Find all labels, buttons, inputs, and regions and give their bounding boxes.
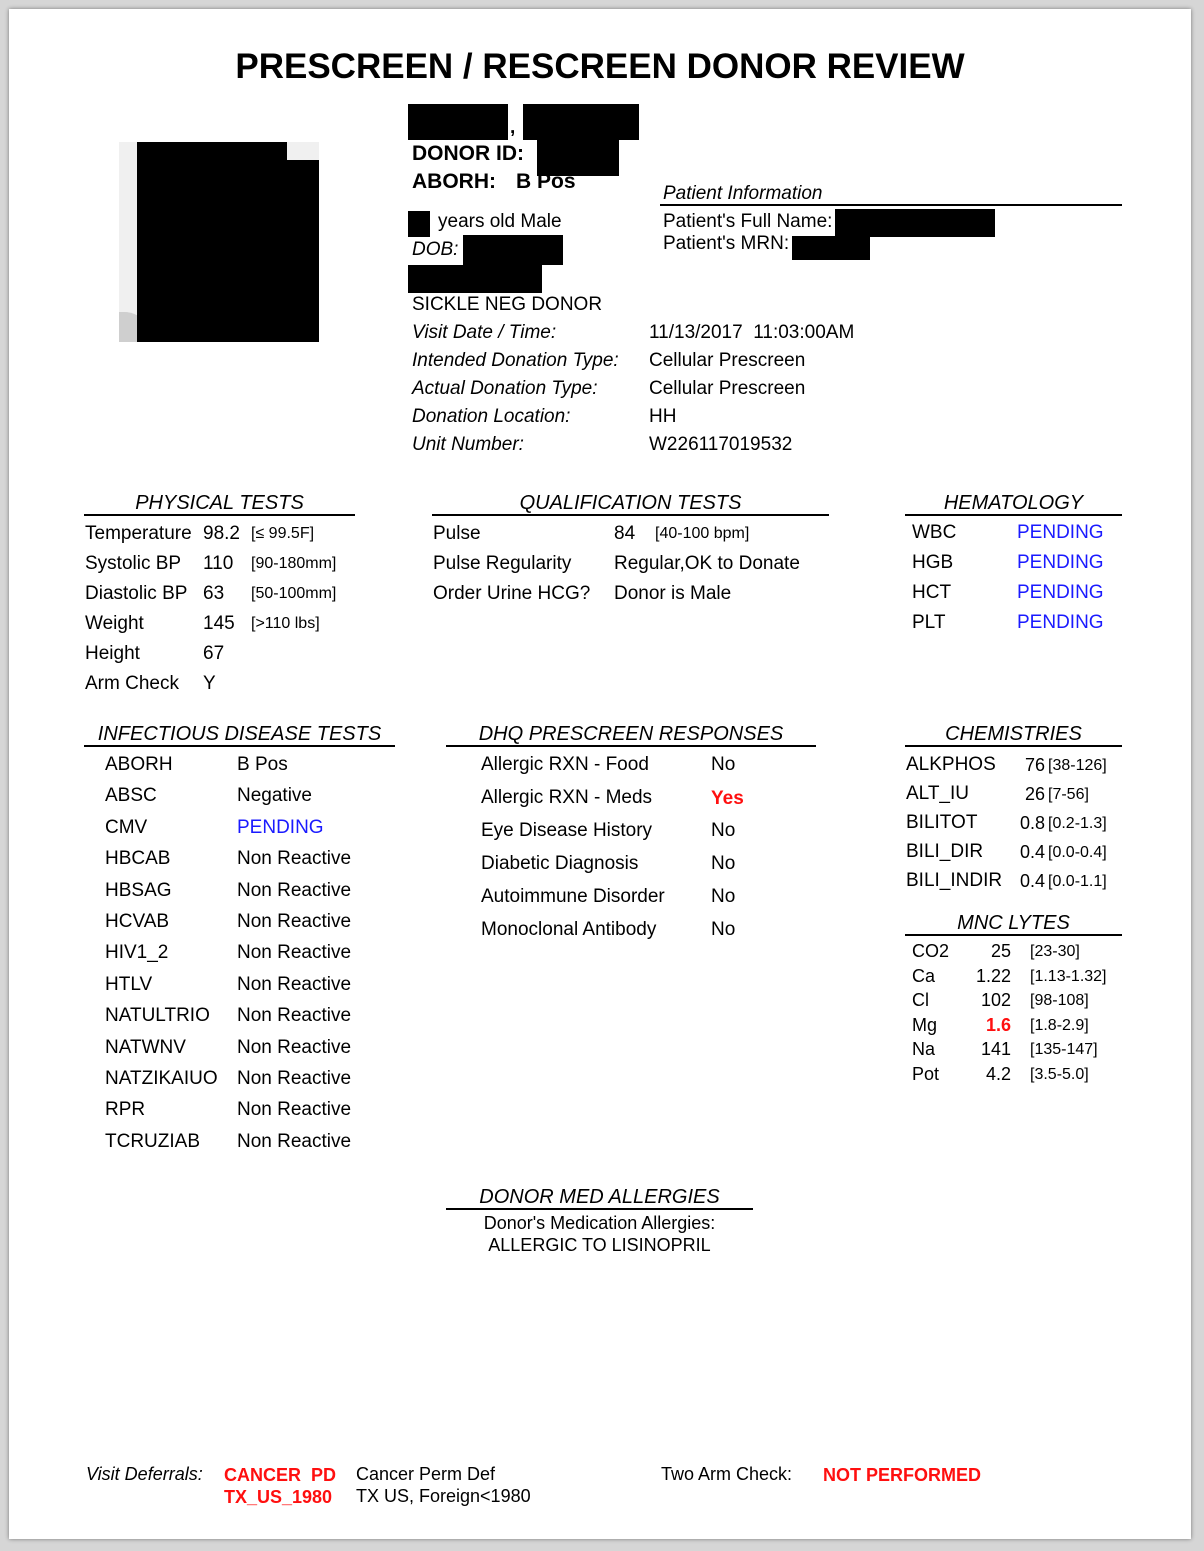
qualification-test-label: Order Urine HCG? — [433, 583, 591, 604]
donor-photo — [119, 142, 319, 342]
mnc-lyte-label: Mg — [912, 1014, 938, 1035]
deferral-description: TX US, Foreign<1980 — [356, 1486, 531, 1506]
dhq-question-label: Diabetic Diagnosis — [481, 853, 639, 874]
dhq-answer-value: No — [711, 886, 736, 907]
dhq-question-label: Monoclonal Antibody — [481, 919, 657, 940]
mnc-lyte-value: 1.22 — [975, 965, 1011, 986]
physical-test-label: Arm Check — [85, 673, 179, 694]
patient-mrn-label: Patient's MRN: — [663, 233, 790, 254]
infectious-test-label: TCRUZIAB — [105, 1130, 200, 1152]
chemistry-range: [0.0-1.1] — [1048, 873, 1107, 890]
two-arm-check-label: Two Arm Check: — [661, 1464, 793, 1484]
infectious-test-label: HCVAB — [105, 911, 170, 932]
chemistry-label: BILI_DIR — [906, 841, 984, 862]
infectious-test-value: Non Reactive — [237, 942, 352, 964]
chemistries-header: CHEMISTRIES — [905, 723, 1122, 747]
patient-info-header: Patient Information — [663, 183, 823, 204]
hematology-label: PLT — [912, 612, 946, 633]
chemistry-value: 0.4 — [1019, 842, 1045, 862]
mnc-lyte-label: Ca — [912, 965, 936, 986]
patient-name-label: Patient's Full Name: — [663, 211, 833, 232]
hematology-label: HCT — [912, 582, 952, 603]
mnc-lyte-label: Na — [912, 1039, 936, 1060]
age-gender: years old Male — [438, 211, 562, 232]
visit-field-label: Visit Date / Time: — [412, 322, 557, 343]
physical-test-label: Temperature — [85, 523, 192, 544]
patient-info-rule — [660, 204, 1122, 206]
aborh-label: ABORH: — [412, 170, 496, 193]
visit-field-label: Donation Location: — [412, 406, 571, 427]
deferral-code: CANCER PD — [224, 1465, 337, 1485]
physical-test-label: Systolic BP — [85, 553, 182, 574]
infectious-test-label: HTLV — [105, 973, 153, 995]
visit-field-value: W226117019532 — [649, 434, 793, 455]
infectious-test-value: Negative — [237, 785, 312, 807]
redacted-age — [408, 211, 430, 237]
physical-test-range: [>110 lbs] — [251, 615, 320, 632]
physical-test-range: [≤ 99.5F] — [251, 525, 315, 542]
two-arm-check-value: NOT PERFORMED — [823, 1465, 982, 1485]
hematology-value: PENDING — [1017, 522, 1104, 543]
mnc-lyte-range: [98-108] — [1030, 992, 1089, 1010]
mnc-lyte-label: Pot — [912, 1064, 940, 1084]
physical-test-value: 145 — [203, 613, 235, 634]
mnc-lyte-range: [23-30] — [1030, 943, 1080, 960]
infectious-test-value: Non Reactive — [237, 911, 352, 932]
mnc-lyte-range: [1.13-1.32] — [1030, 967, 1107, 985]
physical-test-value: 98.2 — [203, 523, 240, 544]
name-comma: , — [510, 117, 516, 138]
visit-field-label: Intended Donation Type: — [412, 350, 619, 371]
physical-tests-header: PHYSICAL TESTS — [84, 492, 355, 516]
physical-test-value: Y — [203, 673, 216, 694]
infectious-test-label: CMV — [105, 816, 148, 838]
infectious-test-value: Non Reactive — [237, 1099, 352, 1121]
physical-test-label: Diastolic BP — [85, 583, 188, 604]
infectious-test-value: Non Reactive — [237, 1036, 352, 1058]
visit-deferrals-label: Visit Deferrals: — [86, 1464, 203, 1484]
aborh-value: B Pos — [516, 170, 576, 193]
deferral-code: TX_US_1980 — [224, 1487, 333, 1507]
qualification-test-label: Pulse Regularity — [433, 553, 572, 574]
chemistry-label: ALT_IU — [906, 783, 970, 804]
mnc-lyte-range: [135-147] — [1030, 1041, 1098, 1059]
infectious-disease-header: INFECTIOUS DISEASE TESTS — [84, 723, 395, 747]
mnc-lyte-value: 102 — [980, 990, 1011, 1011]
visit-field-label: Actual Donation Type: — [412, 378, 598, 399]
mnc-lyte-value: 1.6 — [985, 1014, 1011, 1035]
infectious-test-value: Non Reactive — [237, 1130, 352, 1152]
dob-label: DOB: — [412, 239, 459, 260]
infectious-test-value: PENDING — [237, 816, 324, 838]
redacted-donor-last-name — [408, 104, 508, 140]
chemistry-range: [7-56] — [1048, 786, 1089, 803]
chemistry-range: [0.0-0.4] — [1048, 844, 1107, 861]
infectious-test-label: HBSAG — [105, 879, 172, 901]
infectious-test-label: ABORH — [105, 754, 173, 775]
hematology-label: WBC — [912, 522, 957, 543]
chemistry-value: 0.8 — [1019, 813, 1045, 833]
visit-field-value: Cellular Prescreen — [649, 378, 806, 399]
dhq-answer-value: Yes — [711, 788, 744, 809]
chemistry-label: ALKPHOS — [906, 754, 996, 775]
dhq-responses-header: DHQ PRESCREEN RESPONSES — [446, 723, 816, 747]
deferral-description: Cancer Perm Def — [356, 1464, 496, 1484]
physical-test-range: [90-180mm] — [251, 555, 337, 572]
infectious-test-value: Non Reactive — [237, 879, 352, 901]
chemistry-label: BILI_INDIR — [906, 870, 1003, 891]
visit-field-label: Unit Number: — [412, 434, 524, 455]
infectious-test-label: NATZIKAIUO — [105, 1068, 218, 1089]
mnc-lyte-value: 141 — [980, 1039, 1011, 1060]
mnc-lyte-value: 25 — [990, 941, 1011, 961]
redacted-dob — [463, 235, 563, 265]
redacted-donor-first-name — [523, 104, 639, 140]
physical-test-value: 110 — [203, 553, 234, 574]
qualification-test-label: Pulse — [433, 523, 481, 544]
mnc-lyte-range: [3.5-5.0] — [1030, 1066, 1089, 1083]
page-title: PRESCREEN / RESCREEN DONOR REVIEW — [235, 47, 965, 86]
mnc-lyte-value: 4.2 — [985, 1064, 1011, 1084]
chemistry-value: 76 — [1024, 755, 1045, 775]
mnc-lyte-range: [1.8-2.9] — [1030, 1016, 1089, 1034]
med-allergies-label: Donor's Medication Allergies: — [483, 1213, 716, 1233]
mnc-lytes-header: MNC LYTES — [905, 912, 1122, 936]
infectious-test-label: HIV1_2 — [105, 942, 169, 964]
infectious-test-label: ABSC — [105, 785, 157, 807]
infectious-test-value: B Pos — [237, 754, 288, 775]
qualification-test-range: [40-100 bpm] — [655, 525, 750, 542]
infectious-test-label: NATWNV — [105, 1036, 186, 1058]
qualification-test-value: Donor is Male — [614, 583, 732, 604]
physical-test-value: 67 — [203, 643, 225, 664]
sickle-status: SICKLE NEG DONOR — [412, 294, 603, 315]
hematology-header: HEMATOLOGY — [905, 492, 1122, 516]
redacted-patient-mrn — [792, 236, 870, 260]
infectious-test-label: HBCAB — [105, 848, 171, 870]
dhq-answer-value: No — [711, 919, 736, 940]
chemistry-range: [0.2-1.3] — [1048, 815, 1107, 832]
visit-field-value: HH — [649, 406, 677, 427]
physical-test-label: Weight — [85, 613, 144, 634]
med-allergies-header: DONOR MED ALLERGIES — [446, 1186, 753, 1210]
infectious-test-value: Non Reactive — [237, 973, 352, 995]
infectious-test-value: Non Reactive — [237, 848, 352, 870]
physical-test-label: Height — [85, 643, 140, 664]
dhq-question-label: Allergic RXN - Food — [481, 754, 649, 775]
chemistry-range: [38-126] — [1048, 757, 1107, 774]
redacted-patient-name — [835, 209, 995, 237]
dhq-answer-value: No — [711, 754, 736, 775]
dhq-question-label: Eye Disease History — [481, 820, 653, 841]
dhq-answer-value: No — [711, 820, 736, 841]
mnc-lyte-label: Cl — [912, 990, 929, 1011]
infectious-test-value: Non Reactive — [237, 1068, 352, 1089]
visit-field-value: Cellular Prescreen — [649, 350, 806, 371]
mnc-lyte-label: CO2 — [912, 941, 950, 961]
qualification-test-value: 84 — [614, 523, 636, 544]
redacted-phone — [408, 265, 542, 293]
dhq-answer-value: No — [711, 853, 736, 874]
qualification-tests-header: QUALIFICATION TESTS — [432, 492, 829, 516]
infectious-test-label: NATULTRIO — [105, 1005, 210, 1027]
physical-test-value: 63 — [203, 583, 225, 604]
document-page — [9, 9, 1191, 1539]
chemistry-label: BILITOT — [906, 812, 978, 833]
chemistry-value: 0.4 — [1019, 871, 1045, 891]
infectious-test-value: Non Reactive — [237, 1005, 352, 1027]
med-allergies-value: ALLERGIC TO LISINOPRIL — [488, 1235, 711, 1255]
hematology-value: PENDING — [1017, 612, 1104, 633]
infectious-test-label: RPR — [105, 1099, 146, 1121]
qualification-test-value: Regular,OK to Donate — [614, 553, 800, 574]
dhq-question-label: Allergic RXN - Meds — [481, 787, 653, 808]
donor-id-label: DONOR ID: — [412, 142, 524, 165]
physical-test-range: [50-100mm] — [251, 585, 337, 602]
hematology-value: PENDING — [1017, 552, 1104, 573]
hematology-value: PENDING — [1017, 582, 1104, 603]
dhq-question-label: Autoimmune Disorder — [481, 886, 665, 907]
chemistry-value: 26 — [1024, 784, 1045, 804]
hematology-label: HGB — [912, 552, 954, 573]
visit-field-value: 11/13/2017 11:03:00AM — [649, 322, 855, 343]
